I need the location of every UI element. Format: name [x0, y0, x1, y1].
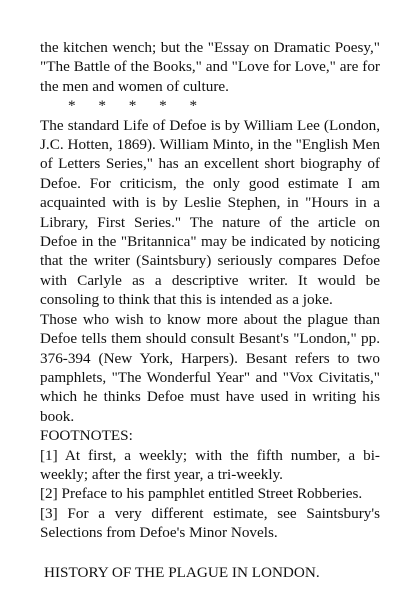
- footnotes-heading: FOOTNOTES:: [40, 427, 133, 445]
- paragraph-plague-sources: Those who wish to know more about the plague than Defoe tells them should consult Besant's "London," pp. 376-394 (New York, Harpers). Besant refers to two pamphlets, "The Wonderful Year" and "Vox Civitatis," which he thinks Defoe must have used in writing his book.: [40, 310, 380, 425]
- paragraph-closing-essay: the kitchen wench; but the "Essay on Dramatic Poesy," "The Battle of the Books," and "Love for Love," are for the men and women of culture.: [40, 39, 380, 95]
- footnote-2: [2] Preface to his pamphlet entitled Street Robberies.: [40, 485, 363, 503]
- footnote-3: [3] For a very different estimate, see Saintsbury's Selections from Defoe's Minor Novels.: [40, 504, 380, 542]
- document-page: [40, 38, 380, 582]
- next-section-title: HISTORY OF THE PLAGUE IN LONDON.: [44, 563, 320, 581]
- section-separator: * * * * *: [68, 97, 198, 115]
- paragraph-defoe-biographies: The standard Life of Defoe is by William Lee (London, J.C. Hotten, 1869). William Minto, in the "English Men of Letters Series," has an excellent short biography of Defoe. For criticism, the only good estimate I am acquainted with is by Leslie Stephen, in "Hours in a Library, First Series." The nature of the article on Defoe in the "Britannica" may be indicated by noticing that the writer (Saintsbury) seriously compares Defoe with Carlyle as a descriptive writer. It would be consoling to think that this is intended as a joke.: [40, 116, 380, 309]
- spacer: [40, 543, 380, 563]
- footnote-1: [1] At first, a weekly; with the fifth number, a bi-weekly; after the first year, a tri-weekly.: [40, 446, 380, 483]
